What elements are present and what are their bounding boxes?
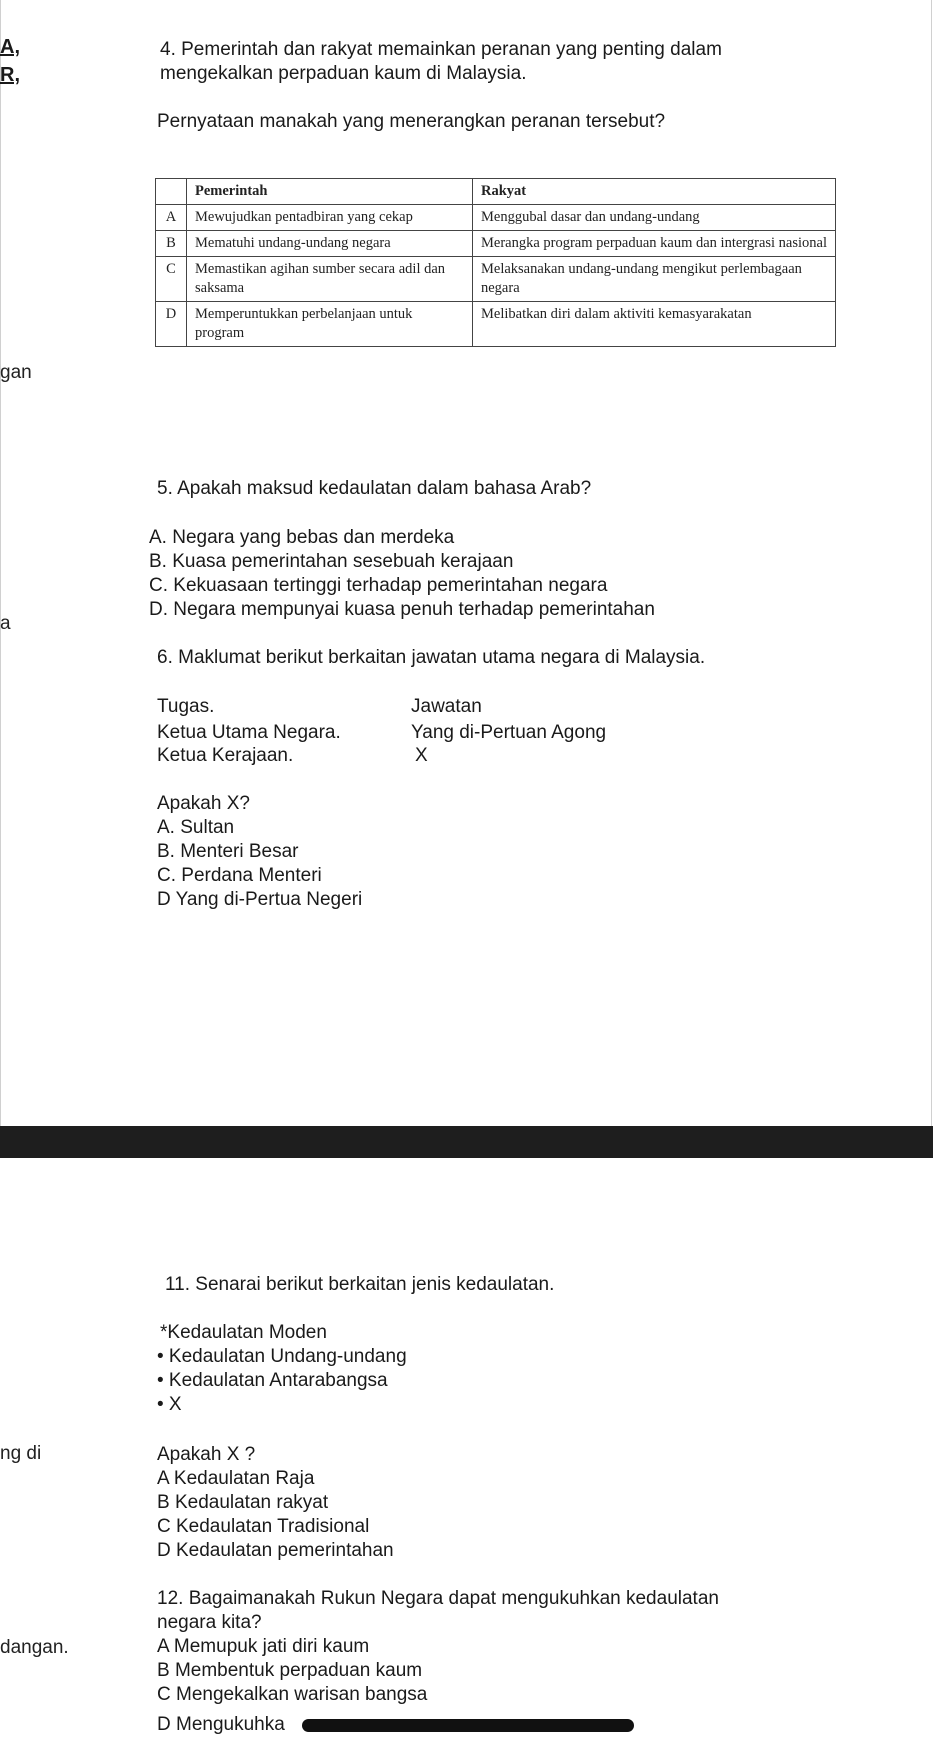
q11-option-d: D Kedaulatan pemerintahan <box>157 1540 394 1561</box>
table-row <box>156 302 836 347</box>
table-cell-key: B <box>156 231 187 257</box>
q12-option-a: A Memupuk jati diri kaum <box>157 1636 370 1657</box>
q6-row1-jawatan: Yang di-Pertuan Agong <box>411 722 607 743</box>
page-edge-right <box>931 0 932 1126</box>
q5-option-d: D. Negara mempunyai kuasa penuh terhadap pemerintahan <box>149 599 655 620</box>
q11-option-a: A Kedaulatan Raja <box>157 1468 315 1489</box>
fragment-dangan: dangan. <box>0 1637 69 1658</box>
q6-row2-tugas: Ketua Kerajaan. <box>157 745 294 766</box>
q11-ask: Apakah X ? <box>157 1444 256 1465</box>
table-cell-pemerintah: Mewujudkan pentadbiran yang cekap <box>187 205 473 231</box>
table-cell-pemerintah: Memperuntukkan perbelanjaan untuk program <box>187 302 473 347</box>
page-separator-band <box>0 1126 933 1158</box>
q6-option-c: C. Perdana Menteri <box>157 865 322 886</box>
q11-option-b: B Kedaulatan rakyat <box>157 1492 329 1513</box>
table-cell-rakyat: Menggubal dasar dan undang-undang <box>473 205 836 231</box>
q4-prompt: Pernyataan manakah yang menerangkan peranan tersebut? <box>157 111 666 132</box>
q12-option-d: D Mengukuhka <box>157 1714 285 1735</box>
q6-option-d: D Yang di-Pertua Negeri <box>157 889 363 910</box>
q5-question: 5. Apakah maksud kedaulatan dalam bahasa Arab? <box>157 478 592 499</box>
table-header-row <box>156 179 836 205</box>
fragment-a-label: A, <box>0 36 20 58</box>
q6-ask: Apakah X? <box>157 793 250 814</box>
table-header-key <box>156 179 187 205</box>
fragment-a: a <box>0 613 11 634</box>
q4-question-line2: mengekalkan perpaduan kaum di Malaysia. <box>160 63 527 84</box>
q11-list-item: • Kedaulatan Antarabangsa <box>157 1370 388 1391</box>
q11-list-item: • X <box>157 1394 182 1415</box>
q6-col-tugas: Tugas. <box>157 696 215 717</box>
q11-option-c: C Kedaulatan Tradisional <box>157 1516 370 1537</box>
fragment-r-label: R, <box>0 64 20 86</box>
fragment-gan: gan <box>0 362 32 383</box>
q6-option-a: A. Sultan <box>157 817 235 838</box>
q4-answer-table <box>155 178 836 347</box>
q6-col-jawatan: Jawatan <box>411 696 482 717</box>
q5-option-a: A. Negara yang bebas dan merdeka <box>149 527 455 548</box>
q11-list-item: *Kedaulatan Moden <box>160 1322 327 1343</box>
table-header-pemerintah: Pemerintah <box>187 179 473 205</box>
table-cell-key: C <box>156 257 187 302</box>
q12-question-line1: 12. Bagaimanakah Rukun Negara dapat mengukuhkan kedaulatan <box>157 1588 719 1609</box>
table-cell-rakyat: Melibatkan diri dalam aktiviti kemasyarakatan <box>473 302 836 347</box>
table-cell-key: A <box>156 205 187 231</box>
table-cell-pemerintah: Mematuhi undang-undang negara <box>187 231 473 257</box>
q12-option-b: B Membentuk perpaduan kaum <box>157 1660 423 1681</box>
table-cell-pemerintah: Memastikan agihan sumber secara adil dan saksama <box>187 257 473 302</box>
q6-option-b: B. Menteri Besar <box>157 841 299 862</box>
table-row <box>156 257 836 302</box>
q5-option-c: C. Kekuasaan tertinggi terhadap pemerintahan negara <box>149 575 608 596</box>
q12-question-line2: negara kita? <box>157 1612 262 1633</box>
q6-row2-jawatan: X <box>415 745 428 766</box>
fragment-ng-di: ng di <box>0 1443 42 1464</box>
q11-list-item: • Kedaulatan Undang-undang <box>157 1346 407 1367</box>
table-cell-key: D <box>156 302 187 347</box>
table-cell-rakyat: Merangka program perpaduan kaum dan intergrasi nasional <box>473 231 836 257</box>
table-row <box>156 205 836 231</box>
table-cell-rakyat: Melaksanakan undang-undang mengikut perlembagaan negara <box>473 257 836 302</box>
q6-row1-tugas: Ketua Utama Negara. <box>157 722 341 743</box>
q5-option-b: B. Kuasa pemerintahan sesebuah kerajaan <box>149 551 514 572</box>
table-header-rakyat: Rakyat <box>473 179 836 205</box>
q6-question: 6. Maklumat berikut berkaitan jawatan utama negara di Malaysia. <box>157 647 706 668</box>
page-edge-left <box>0 0 1 1126</box>
redaction-bar <box>302 1719 634 1732</box>
q11-question: 11. Senarai berikut berkaitan jenis kedaulatan. <box>165 1274 555 1295</box>
table-row <box>156 231 836 257</box>
q12-option-c: C Mengekalkan warisan bangsa <box>157 1684 428 1705</box>
q4-question-line1: 4. Pemerintah dan rakyat memainkan peranan yang penting dalam <box>160 39 722 60</box>
